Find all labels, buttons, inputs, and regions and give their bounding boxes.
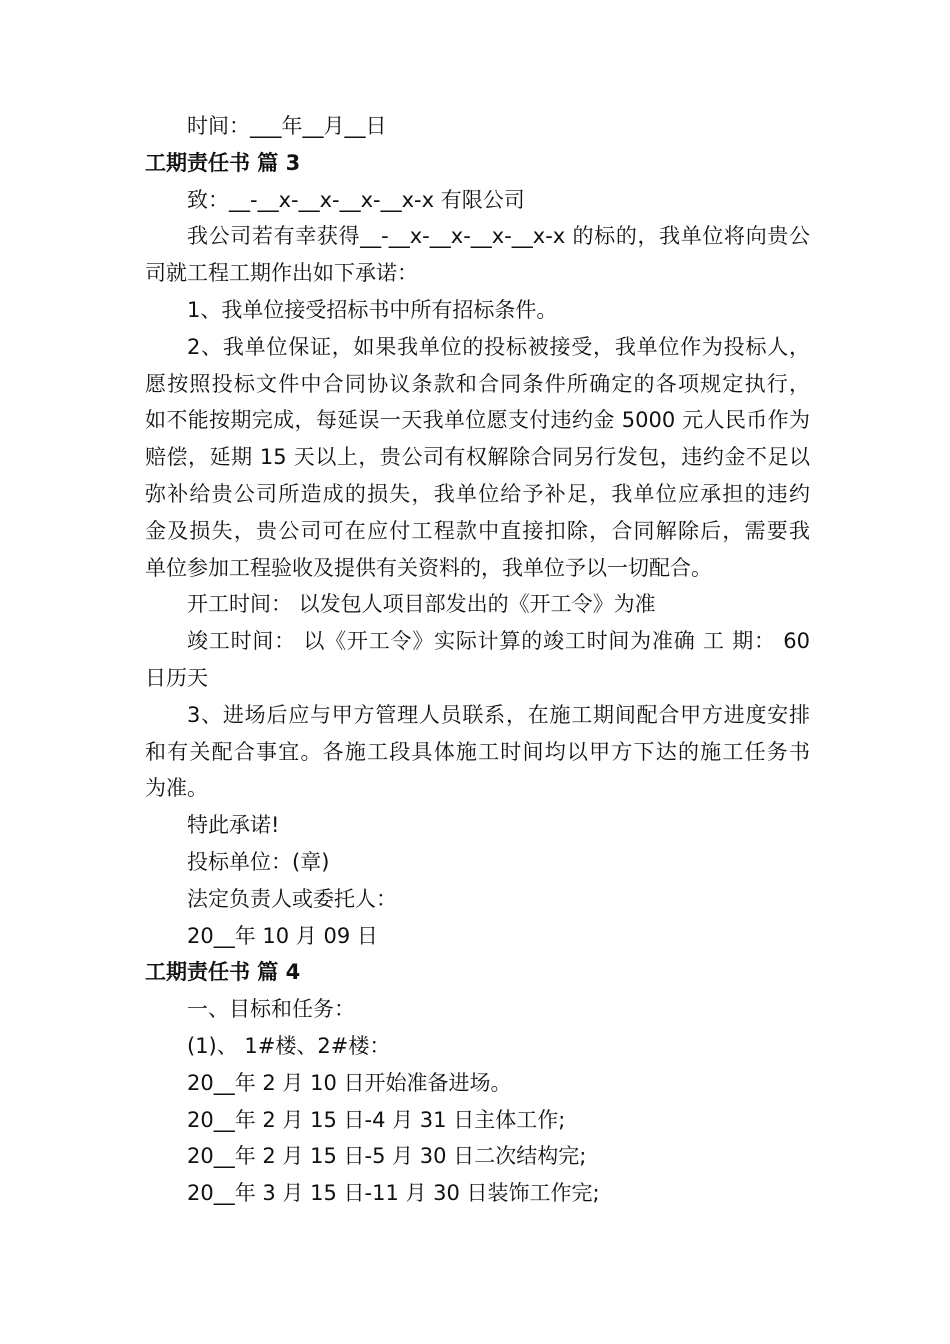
text-line: 弥补给贵公司所造成的损失，我单位给予补足，我单位应承担的违约 [145, 481, 810, 506]
text-line: 投标单位：(章) [187, 849, 330, 874]
text-line: 时间：___年__月__日 [187, 114, 387, 138]
text-line: 3、进场后应与甲方管理人员联系，在施工期间配合甲方进度安排 [187, 702, 810, 727]
text-line: 20__年 3 月 15 日-11 月 30 日装饰工作完; [187, 1181, 600, 1206]
text-line: 为准。 [145, 776, 208, 801]
text-line: 单位参加工程验收及提供有关资料的，我单位予以一切配合。 [145, 555, 712, 580]
text-line: 法定负责人或委托人： [187, 886, 397, 911]
text-line: 2、我单位保证，如果我单位的投标被接受，我单位作为投标人， [187, 334, 810, 359]
section-heading: 工期责任书 篇 3 [145, 150, 301, 175]
text-line: 20__年 2 月 15 日-5 月 30 日二次结构完; [187, 1144, 587, 1169]
text-line: 特此承诺! [187, 813, 280, 838]
text-line: 赔偿，延期 15 天以上，贵公司有权解除合同另行发包，违约金不足以 [145, 445, 810, 470]
text-line: 1、我单位接受招标书中所有招标条件。 [187, 297, 558, 322]
section-heading: 工期责任书 篇 4 [145, 960, 301, 985]
text-line: 如不能按期完成，每延误一天我单位愿支付违约金 5000 元人民币作为 [145, 408, 810, 433]
text-line: 愿按照投标文件中合同协议条款和合同条件所确定的各项规定执行， [145, 371, 810, 396]
text-line: 日历天 [145, 665, 208, 690]
document-page [145, 108, 810, 1212]
text-line: 司就工程工期作出如下承诺： [145, 261, 418, 286]
text-line: 我公司若有幸获得__-__x-__x-__x-__x-x 的标的，我单位将向贵公 [187, 224, 810, 249]
text-line: 致：__-__x-__x-__x-__x-x 有限公司 [187, 187, 525, 212]
text-line: 20__年 10 月 09 日 [187, 923, 378, 948]
text-line: 20__年 2 月 15 日-4 月 31 日主体工作; [187, 1107, 566, 1132]
text-line: 20__年 2 月 10 日开始准备进场。 [187, 1070, 512, 1095]
text-line: 和有关配合事宜。各施工段具体施工时间均以甲方下达的施工任务书 [145, 739, 810, 764]
text-line: 一、目标和任务： [187, 997, 355, 1022]
text-line: 开工时间： 以发包人项目部发出的《开工令》为准 [187, 592, 656, 617]
text-line: 竣工时间： 以《开工令》实际计算的竣工时间为准确 工 期： 60 [187, 629, 810, 654]
text-line: (1)、 1#楼、2#楼： [187, 1033, 391, 1058]
text-line: 金及损失，贵公司可在应付工程款中直接扣除，合同解除后，需要我 [145, 518, 810, 543]
